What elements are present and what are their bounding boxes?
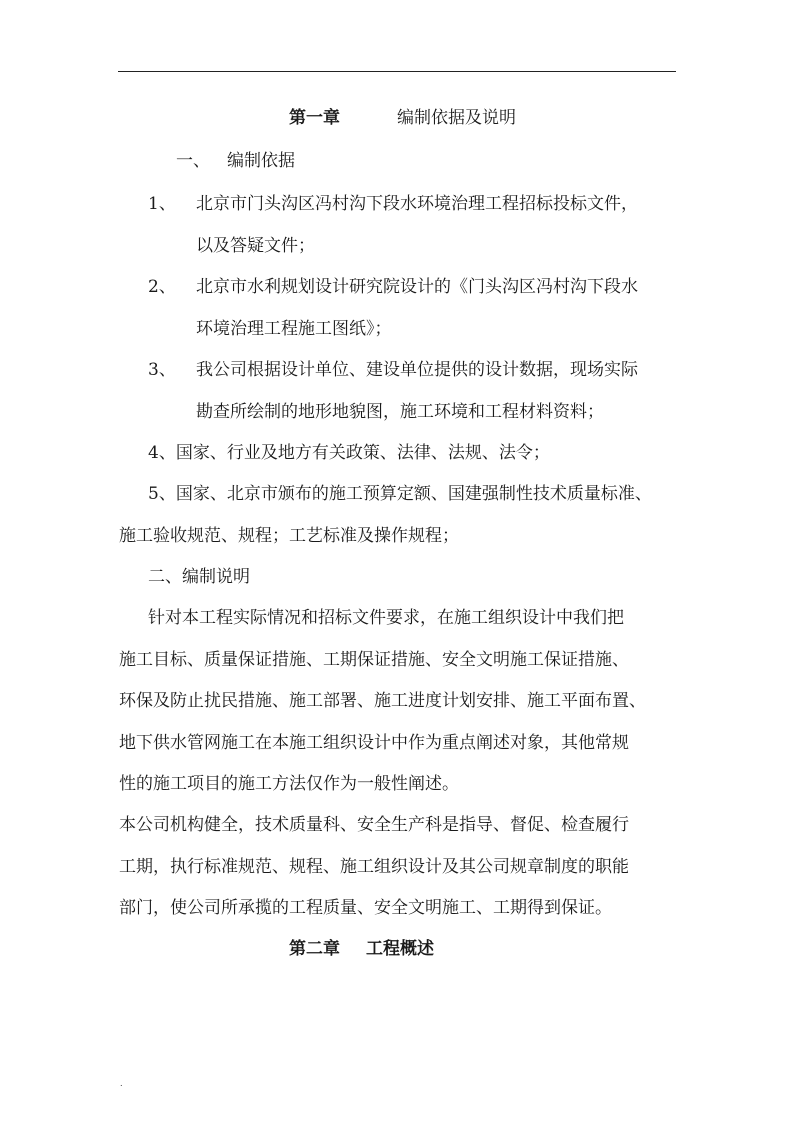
chapter-1-title: 编制依据及说明 [397, 108, 516, 128]
item-5-line-1: 5、国家、北京市颁布的施工预算定额、国建强制性技术质量标准、 [148, 484, 652, 504]
item-2-line-2: 环境治理工程施工图纸》； [196, 319, 392, 339]
item-3-line-2: 勘查所绘制的地形地貌图，施工环境和工程材料资料； [196, 402, 604, 422]
item-4: 4、国家、行业及地方有关政策、法律、法规、法令； [148, 443, 550, 463]
paragraph-2-line-2: 工期，执行标准规范、规程、施工组织设计及其公司规章制度的职能 [119, 857, 629, 877]
item-3-line-1: 我公司根据设计单位、建设单位提供的设计数据，现场实际 [196, 360, 638, 380]
chapter-2-label: 第二章 [289, 939, 340, 959]
item-2-line-1: 北京市水利规划设计研究院设计的《门头沟区冯村沟下段水 [196, 277, 638, 297]
chapter-1-heading [289, 108, 516, 128]
paragraph-1-line-4: 地下供水管网施工在本施工组织设计中作为重点阐述对象，其他常规 [119, 733, 629, 753]
item-1-number: 1、 [148, 194, 176, 214]
paragraph-1-line-3: 环保及防止扰民措施、施工部署、施工进度计划安排、施工平面布置、 [119, 691, 646, 711]
paragraph-1-line-2: 施工目标、质量保证措施、工期保证措施、安全文明施工保证措施、 [119, 650, 629, 670]
footer-mark: . [120, 1079, 123, 1088]
section-1-number: 一、 [176, 151, 210, 171]
item-1-line-2: 以及答疑文件； [196, 236, 315, 256]
paragraph-1-line-1: 针对本工程实际情况和招标文件要求，在施工组织设计中我们把 [148, 608, 624, 628]
paragraph-2-line-1: 本公司机构健全，技术质量科、安全生产科是指导、督促、检查履行 [119, 815, 629, 835]
section-2-heading: 二、编制说明 [148, 567, 250, 587]
header-rule [118, 71, 676, 72]
item-3-number: 3、 [148, 360, 176, 380]
item-2-number: 2、 [148, 277, 176, 297]
item-1-line-1: 北京市门头沟区冯村沟下段水环境治理工程招标投标文件， [196, 194, 638, 214]
chapter-2-title: 工程概述 [366, 939, 434, 959]
chapter-2-heading [289, 939, 434, 959]
chapter-1-label: 第一章 [289, 108, 340, 128]
paragraph-2-line-3: 部门，使公司所承揽的工程质量、安全文明施工、工期得到保证。 [119, 898, 612, 918]
paragraph-1-line-5: 性的施工项目的施工方法仅作为一般性阐述。 [119, 774, 459, 794]
item-5-line-2: 施工验收规范、规程；工艺标准及操作规程； [119, 526, 459, 546]
section-1-title: 编制依据 [227, 151, 295, 171]
section-1-heading [176, 151, 295, 171]
